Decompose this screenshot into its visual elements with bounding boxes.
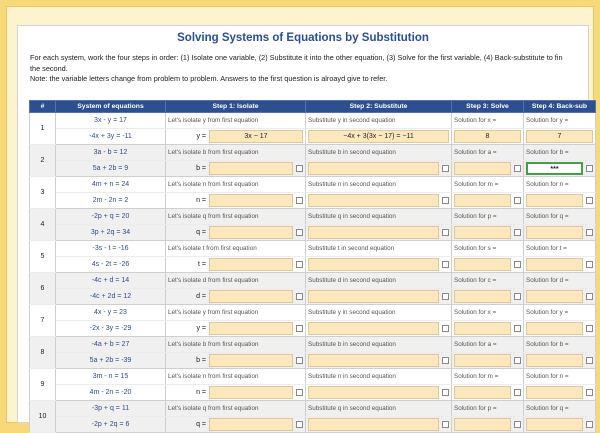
substitute-hint: Substitute n in second equation (306, 369, 452, 385)
backsub-cell (524, 417, 596, 433)
backsub-input[interactable] (526, 322, 583, 335)
solve-cell (452, 161, 524, 177)
check-box[interactable] (296, 325, 303, 332)
table-row (30, 225, 596, 241)
solve-input[interactable] (454, 386, 511, 399)
page-frame (6, 6, 594, 428)
solve-cell (452, 353, 524, 369)
equation-1: -3p + q = 11 (56, 401, 166, 417)
solve-input[interactable] (454, 162, 511, 175)
check-box[interactable] (586, 357, 593, 364)
backsub-input[interactable] (526, 226, 583, 239)
table-header-row (30, 101, 596, 113)
table-row (30, 401, 596, 417)
isolate-cell (166, 353, 306, 369)
check-box[interactable] (296, 197, 303, 204)
backsub-cell (524, 289, 596, 305)
substitute-hint: Substitute q in second equation (306, 401, 452, 417)
table-row (30, 305, 596, 321)
solve-hint: Solution for m = (452, 369, 524, 385)
isolate-cell (166, 385, 306, 401)
solve-input[interactable]: 8 (454, 130, 521, 143)
backsub-hint: Solution for b = (524, 337, 596, 353)
isolate-cell (166, 193, 306, 209)
backsub-hint: Solution for n = (524, 369, 596, 385)
check-box[interactable] (442, 421, 449, 428)
backsub-input[interactable] (526, 418, 583, 431)
backsub-hint: Solution for y = (524, 113, 596, 129)
equation-2: 5a + 2b = 9 (56, 161, 166, 177)
check-box[interactable] (586, 261, 593, 268)
isolate-cell (166, 417, 306, 433)
equation-2: -4c + 2d = 12 (56, 289, 166, 305)
substitute-input[interactable] (308, 290, 439, 303)
equation-1: 3x - y = 17 (56, 113, 166, 129)
backsub-cell (524, 353, 596, 369)
page-title: Solving Systems of Equations by Substitution (177, 32, 429, 44)
table-row (30, 129, 596, 145)
check-box[interactable] (296, 165, 303, 172)
table-row (30, 273, 596, 289)
check-box[interactable] (296, 261, 303, 268)
solve-hint: Solution for m = (452, 177, 524, 193)
substitute-hint: Substitute b in second equation (306, 337, 452, 353)
table-row (30, 113, 596, 129)
instructions (30, 53, 586, 85)
check-box[interactable] (514, 325, 521, 332)
substitute-cell (306, 225, 452, 241)
backsub-cell (524, 161, 596, 177)
backsub-cell (524, 257, 596, 273)
isolate-hint: Let's isolate q from first equation (166, 401, 306, 417)
equation-2: 4s - 2t = -26 (56, 257, 166, 273)
substitute-hint: Substitute d in second equation (306, 273, 452, 289)
isolate-input[interactable] (209, 226, 293, 239)
backsub-input[interactable] (526, 354, 583, 367)
isolate-input[interactable] (209, 386, 293, 399)
check-box[interactable] (442, 197, 449, 204)
check-box[interactable] (442, 261, 449, 268)
substitute-input[interactable] (308, 226, 439, 239)
substitute-hint: Substitute y in second equation (306, 113, 452, 129)
solve-hint: Solution for c = (452, 273, 524, 289)
solve-input[interactable] (454, 194, 511, 207)
isolate-hint: Let's isolate b from first equation (166, 337, 306, 353)
header-num: # (30, 101, 56, 113)
isolate-variable-label: n = (196, 389, 206, 396)
backsub-hint: Solution for b = (524, 145, 596, 161)
substitute-cell (306, 417, 452, 433)
table-row (30, 417, 596, 433)
backsub-cell (524, 129, 596, 145)
backsub-hint: Solution for t = (524, 241, 596, 257)
worksheet (17, 25, 589, 428)
problem-number: 4 (30, 209, 56, 241)
isolate-input[interactable] (209, 258, 293, 271)
table-row (30, 177, 596, 193)
backsub-cell (524, 193, 596, 209)
isolate-variable-label: b = (196, 165, 206, 172)
substitute-input[interactable] (308, 386, 439, 399)
table-row (30, 161, 596, 177)
header-step1: Step 1: Isolate (166, 101, 306, 113)
substitute-cell (306, 385, 452, 401)
substitute-input[interactable] (308, 162, 439, 175)
table-row (30, 369, 596, 385)
substitute-input[interactable]: −4x + 3(3x − 17) = −11 (308, 130, 449, 143)
check-box[interactable] (586, 229, 593, 236)
check-box[interactable] (514, 293, 521, 300)
solve-hint: Solution for x = (452, 113, 524, 129)
solve-cell (452, 257, 524, 273)
instructions-line-2: the second. (30, 63, 68, 73)
table-row (30, 321, 596, 337)
solve-hint: Solution for p = (452, 209, 524, 225)
isolate-input[interactable] (209, 418, 293, 431)
substitute-cell (306, 193, 452, 209)
solve-hint: Solution for a = (452, 145, 524, 161)
backsub-cell (524, 225, 596, 241)
check-box[interactable] (586, 197, 593, 204)
check-box[interactable] (442, 357, 449, 364)
isolate-input[interactable] (209, 354, 293, 367)
solve-input[interactable] (454, 226, 511, 239)
check-box[interactable] (586, 389, 593, 396)
backsub-input[interactable]: 7 (526, 130, 593, 143)
check-box[interactable] (514, 389, 521, 396)
substitute-cell (306, 129, 452, 145)
problem-number: 7 (30, 305, 56, 337)
isolate-hint: Let's isolate n from first equation (166, 369, 306, 385)
substitute-cell (306, 289, 452, 305)
equation-1: -4a + b = 27 (56, 337, 166, 353)
backsub-input[interactable] (526, 194, 583, 207)
check-box[interactable] (586, 293, 593, 300)
equation-1: -3s - t = -16 (56, 241, 166, 257)
instructions-line-1: For each system, work the four steps in order: (1) Isolate one variable, (2) Substitute it into the other equation, (3) Solve for the first variable, (4) Back-substitute to fin (30, 53, 563, 62)
isolate-variable-label: q = (196, 421, 206, 428)
check-box[interactable] (514, 197, 521, 204)
backsub-hint: Solution for y = (524, 305, 596, 321)
equation-2: -2p + 2q = 6 (56, 417, 166, 433)
equation-2: -2x - 3y = -29 (56, 321, 166, 337)
solve-hint: Solution for p = (452, 401, 524, 417)
header-step2: Step 2: Substitute (306, 101, 452, 113)
backsub-hint: Solution for d = (524, 273, 596, 289)
check-box[interactable] (296, 229, 303, 236)
isolate-variable-label: q = (196, 229, 206, 236)
isolate-variable-label: d = (196, 293, 206, 300)
isolate-variable-label: n = (196, 197, 206, 204)
backsub-hint: Solution for q = (524, 401, 596, 417)
isolate-cell (166, 289, 306, 305)
solve-cell (452, 385, 524, 401)
problem-number: 6 (30, 273, 56, 305)
isolate-input[interactable] (209, 322, 293, 335)
substitute-hint: Substitute q in second equation (306, 209, 452, 225)
substitute-hint: Substitute n in second equation (306, 177, 452, 193)
isolate-cell (166, 257, 306, 273)
check-box[interactable] (514, 357, 521, 364)
solve-input[interactable] (454, 290, 511, 303)
substitute-input[interactable] (308, 322, 439, 335)
backsub-hint: Solution for n = (524, 177, 596, 193)
backsub-input[interactable] (526, 290, 583, 303)
check-box[interactable] (514, 261, 521, 268)
problem-number: 3 (30, 177, 56, 209)
table-row (30, 257, 596, 273)
substitute-cell (306, 161, 452, 177)
isolate-variable-label: y = (196, 325, 206, 332)
substitute-cell (306, 353, 452, 369)
header-system: System of equations (56, 101, 166, 113)
check-box[interactable] (442, 229, 449, 236)
solve-input[interactable] (454, 258, 511, 271)
backsub-input[interactable]: *** (526, 162, 583, 175)
substitute-hint: Substitute y in second equation (306, 305, 452, 321)
equation-2: 4m - 2n = -20 (56, 385, 166, 401)
check-box[interactable] (514, 229, 521, 236)
equation-1: -2p + q = 20 (56, 209, 166, 225)
equation-2: 3p + 2q = 34 (56, 225, 166, 241)
equation-2: 2m - 2n = 2 (56, 193, 166, 209)
substitute-cell (306, 257, 452, 273)
solve-cell (452, 193, 524, 209)
solve-hint: Solution for a = (452, 337, 524, 353)
solve-hint: Solution for s = (452, 241, 524, 257)
isolate-cell (166, 321, 306, 337)
problem-number: 8 (30, 337, 56, 369)
isolate-input[interactable]: 3x − 17 (209, 130, 303, 143)
solve-input[interactable] (454, 322, 511, 335)
check-box[interactable] (586, 165, 593, 172)
solve-cell (452, 129, 524, 145)
isolate-hint: Let's isolate d from first equation (166, 273, 306, 289)
table-row (30, 289, 596, 305)
table-row (30, 337, 596, 353)
isolate-input[interactable] (209, 194, 293, 207)
backsub-hint: Solution for q = (524, 209, 596, 225)
header-step4: Step 4: Back-sub (524, 101, 596, 113)
equation-2: 5a + 2b = -39 (56, 353, 166, 369)
isolate-variable-label: b = (196, 357, 206, 364)
table-row (30, 193, 596, 209)
substitute-input[interactable] (308, 354, 439, 367)
isolate-input[interactable] (209, 290, 293, 303)
problem-number: 9 (30, 369, 56, 401)
substitute-cell (306, 321, 452, 337)
solve-cell (452, 321, 524, 337)
equation-1: 4m + n = 24 (56, 177, 166, 193)
isolate-hint: Let's isolate q from first equation (166, 209, 306, 225)
isolate-input[interactable] (209, 162, 293, 175)
check-box[interactable] (442, 165, 449, 172)
solve-input[interactable] (454, 354, 511, 367)
substitute-input[interactable] (308, 418, 439, 431)
solve-input[interactable] (454, 418, 511, 431)
backsub-cell (524, 321, 596, 337)
equation-1: 4x - y = 23 (56, 305, 166, 321)
problem-number: 2 (30, 145, 56, 177)
check-box[interactable] (514, 165, 521, 172)
check-box[interactable] (296, 357, 303, 364)
check-box[interactable] (442, 293, 449, 300)
check-box[interactable] (296, 293, 303, 300)
substitute-input[interactable] (308, 258, 439, 271)
backsub-input[interactable] (526, 258, 583, 271)
backsub-cell (524, 385, 596, 401)
equation-1: 3m - n = 15 (56, 369, 166, 385)
check-box[interactable] (442, 389, 449, 396)
problem-number: 5 (30, 241, 56, 273)
instructions-note: Note: the variable letters change from problem to problem. Answers to the first question is alroayd give to refer. (30, 74, 388, 83)
isolate-cell (166, 129, 306, 145)
isolate-hint: Let's isolate y from first equation (166, 305, 306, 321)
isolate-cell (166, 225, 306, 241)
backsub-input[interactable] (526, 386, 583, 399)
equation-2: -4x + 3y = -11 (56, 129, 166, 145)
solve-cell (452, 225, 524, 241)
isolate-hint: Let's isolate b from first equation (166, 145, 306, 161)
check-box[interactable] (296, 421, 303, 428)
check-box[interactable] (586, 325, 593, 332)
table-row (30, 145, 596, 161)
table-row (30, 241, 596, 257)
isolate-hint: Let's isolate t from first equation (166, 241, 306, 257)
problem-number: 1 (30, 113, 56, 145)
check-box[interactable] (586, 421, 593, 428)
solve-cell (452, 289, 524, 305)
table-body (30, 113, 596, 433)
table-row (30, 353, 596, 369)
solve-hint: Solution for x = (452, 305, 524, 321)
substitute-input[interactable] (308, 194, 439, 207)
isolate-variable-label: t = (198, 261, 206, 268)
substitute-hint: Substitute t in second equation (306, 241, 452, 257)
substitute-hint: Substitute b in second equation (306, 145, 452, 161)
check-box[interactable] (442, 325, 449, 332)
isolate-variable-label: y = (196, 133, 206, 140)
check-box[interactable] (514, 421, 521, 428)
isolate-hint: Let's isolate n from first equation (166, 177, 306, 193)
isolate-hint: Let's isolate y from first equation (166, 113, 306, 129)
table-row (30, 385, 596, 401)
problem-number: 10 (30, 401, 56, 433)
isolate-cell (166, 161, 306, 177)
table-row (30, 209, 596, 225)
systems-table (29, 100, 596, 433)
equation-1: 3a - b = 12 (56, 145, 166, 161)
check-box[interactable] (296, 389, 303, 396)
header-step3: Step 3: Solve (452, 101, 524, 113)
equation-1: -4c + d = 14 (56, 273, 166, 289)
solve-cell (452, 417, 524, 433)
